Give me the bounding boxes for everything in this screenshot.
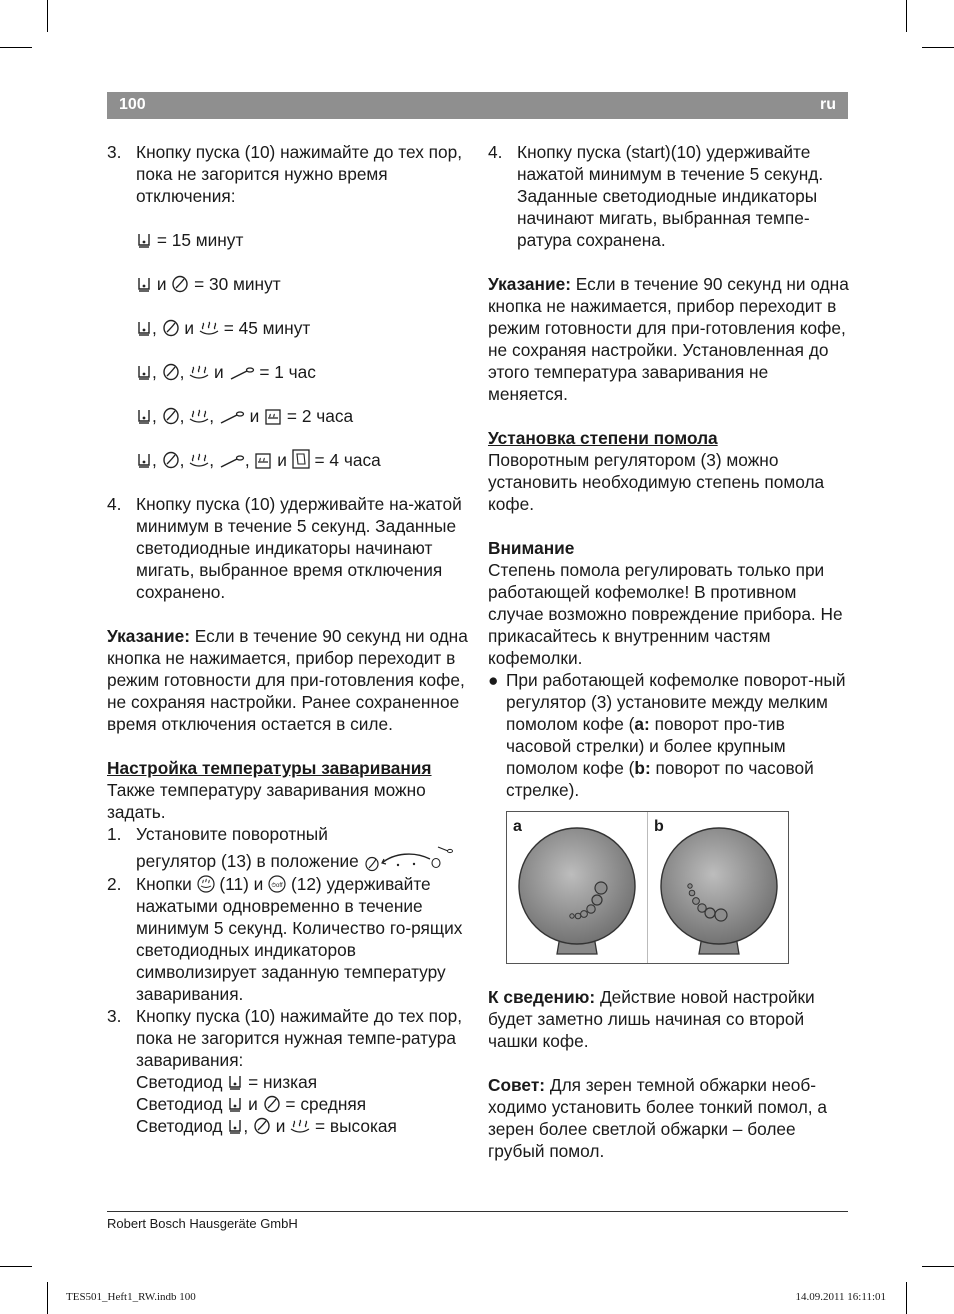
steam-icon [290, 1119, 310, 1135]
page-header [107, 92, 848, 119]
cup-low-icon [136, 453, 152, 469]
bean-icon [171, 275, 189, 293]
timer-option-15: = 15 минут [107, 229, 469, 251]
cup-low-icon [136, 365, 152, 381]
footer-rule [107, 1211, 848, 1212]
regulator-coarse-illustration [648, 812, 788, 963]
page-number: 100 [119, 96, 146, 113]
timer-option-45: , и = 45 минут [107, 317, 469, 339]
figure-panel-b [647, 812, 788, 963]
section-heading-temperature: Настройка температуры заваривания [107, 758, 432, 778]
spoon-icon [229, 367, 255, 381]
carafe-icon [292, 449, 310, 469]
crop-mark [47, 0, 48, 32]
figure-panel-a [507, 812, 647, 963]
left-column [107, 141, 469, 1137]
figure-label-b: b [654, 818, 664, 835]
temp-step-2: 2. Кнопки (11) и ⏱off (12) удерживайте нажатыми одновременно в течение минимум 5 секунд. Количество го-рящих светодиодных индикаторов символизирует заданную температуру заваривания. [107, 874, 463, 1004]
cup-low-icon [136, 321, 152, 337]
footer-company: Robert Bosch Hausgeräte GmbH [107, 1216, 298, 1231]
note-paragraph: Указание: Если в течение 90 секунд ни одна кнопка не нажимается, прибор переходит в режим готовности для при-готовления кофе, не сохраняя настройки. Ранее сохраненное время отключения остается в силе. [107, 626, 468, 734]
grinder-regulator-figure [506, 811, 789, 964]
section-heading-grind: Установка степени помола [488, 428, 718, 448]
led-low: Светодиод = низкая [136, 1072, 318, 1092]
language-code: ru [820, 96, 836, 113]
svg-text:⏱off: ⏱off [271, 883, 283, 889]
tip-paragraph: Совет: Для зерен темной обжарки необ-ходимо установить более тонкий помол, а зерен более светлой обжарки – более грубый помол. [488, 1075, 827, 1161]
crop-mark [906, 1282, 907, 1314]
step-4-timer: 4. Кнопку пуска (10) удерживайте на-жатой минимум в течение 5 секунд. Заданные светодиодные индикаторы начинают мигать, выбранное время отключения сохранено. [107, 494, 462, 602]
cup-low-icon [136, 277, 152, 293]
hotplate-icon [264, 409, 282, 425]
slug-date: 14.09.2011 16:11:01 [795, 1291, 886, 1303]
crop-mark [0, 1266, 32, 1267]
spoon-icon [219, 411, 245, 425]
attention-heading: Внимание [488, 538, 575, 558]
timer-off-button-icon [268, 875, 286, 893]
crop-mark [922, 1266, 954, 1267]
bullet-icon: ● [488, 670, 499, 690]
led-mid: Светодиод и = средняя [136, 1094, 367, 1114]
grind-text: Поворотным регулятором (3) можно установить необходимую степень помола кофе. [488, 450, 825, 514]
hotplate-icon [254, 453, 272, 469]
cup-low-icon [136, 233, 152, 249]
figure-label-a: a [513, 818, 522, 835]
crop-mark [0, 47, 32, 48]
right-column [488, 141, 850, 1162]
temperature-intro: Также температуру заваривания можно задать. [107, 780, 426, 822]
cup-low-icon [227, 1097, 243, 1113]
bean-icon [162, 407, 180, 425]
steam-icon [199, 321, 219, 337]
temp-step-3: 3. Кнопку пуска (10) нажимайте до тех пор, пока не загорится нужная темпе-ратура заваривания: Светодиод = низкая Светодиод и = средняя Светодиод , и = высокая [107, 1006, 463, 1136]
steam-icon [189, 365, 209, 381]
grind-bullet: ● При работающей кофемолке поворот-ный регулятор (3) установите между мелким помолом кофе (a: поворот про-тив часовой стрелки) и более крупным помолом кофе (b: поворот по часовой стрелке). [488, 670, 846, 800]
bean-icon [162, 451, 180, 469]
bean-icon [263, 1095, 281, 1113]
timer-option-4h: , , , , и = 4 часа [107, 449, 469, 471]
bean-icon [162, 363, 180, 381]
note-paragraph: Указание: Если в течение 90 секунд ни одна кнопка не нажимается, прибор переходит в режим готовности для при-готовления кофе, не сохраняя настройки. Установленная до этого температура заваривания не меняется. [488, 274, 849, 404]
crop-mark [906, 0, 907, 32]
spoon-icon [219, 455, 245, 469]
step-4-temperature: 4. Кнопку пуска (start)(10) удерживайте нажатой минимум в течение 5 секунд. Заданные светодиодные индикаторы начинают мигать, выбранная темпе-ратура сохранена. [488, 142, 824, 250]
crop-mark [922, 47, 954, 48]
bean-icon [253, 1117, 271, 1135]
temp-step-1: 1. Установите поворотный регулятор (13) в положение [107, 823, 469, 873]
timer-option-30: и = 30 минут [107, 273, 469, 295]
slug-file: TES501_Heft1_RW.indb 100 [66, 1291, 196, 1303]
timer-option-1h: , , и = 1 час [107, 361, 469, 383]
cup-low-icon [227, 1075, 243, 1091]
steam-icon [189, 453, 209, 469]
attention-text: Степень помола регулировать только при работающей кофемолке! В противном случае возможно повреждение прибора. Не прикасайтесь к внутренним частям кофемолки. [488, 560, 843, 668]
crop-mark [47, 1282, 48, 1314]
cup-low-icon [227, 1119, 243, 1135]
step-3-timer: 3. Кнопку пуска (10) нажимайте до тех пор, пока не загорится нужно время отключения: [107, 142, 463, 206]
cup-low-icon [136, 409, 152, 425]
led-high: Светодиод , и = высокая [136, 1116, 397, 1136]
info-paragraph: К сведению: Действие новой настройки будет заметно лишь начиная со второй чашки кофе. [488, 987, 815, 1051]
regulator-fine-illustration [507, 812, 647, 963]
steam-icon [189, 409, 209, 425]
bean-icon [162, 319, 180, 337]
regulator-position-icon [364, 845, 456, 873]
steam-button-icon [197, 875, 215, 893]
timer-option-2h: , , , и = 2 часа [107, 405, 469, 427]
